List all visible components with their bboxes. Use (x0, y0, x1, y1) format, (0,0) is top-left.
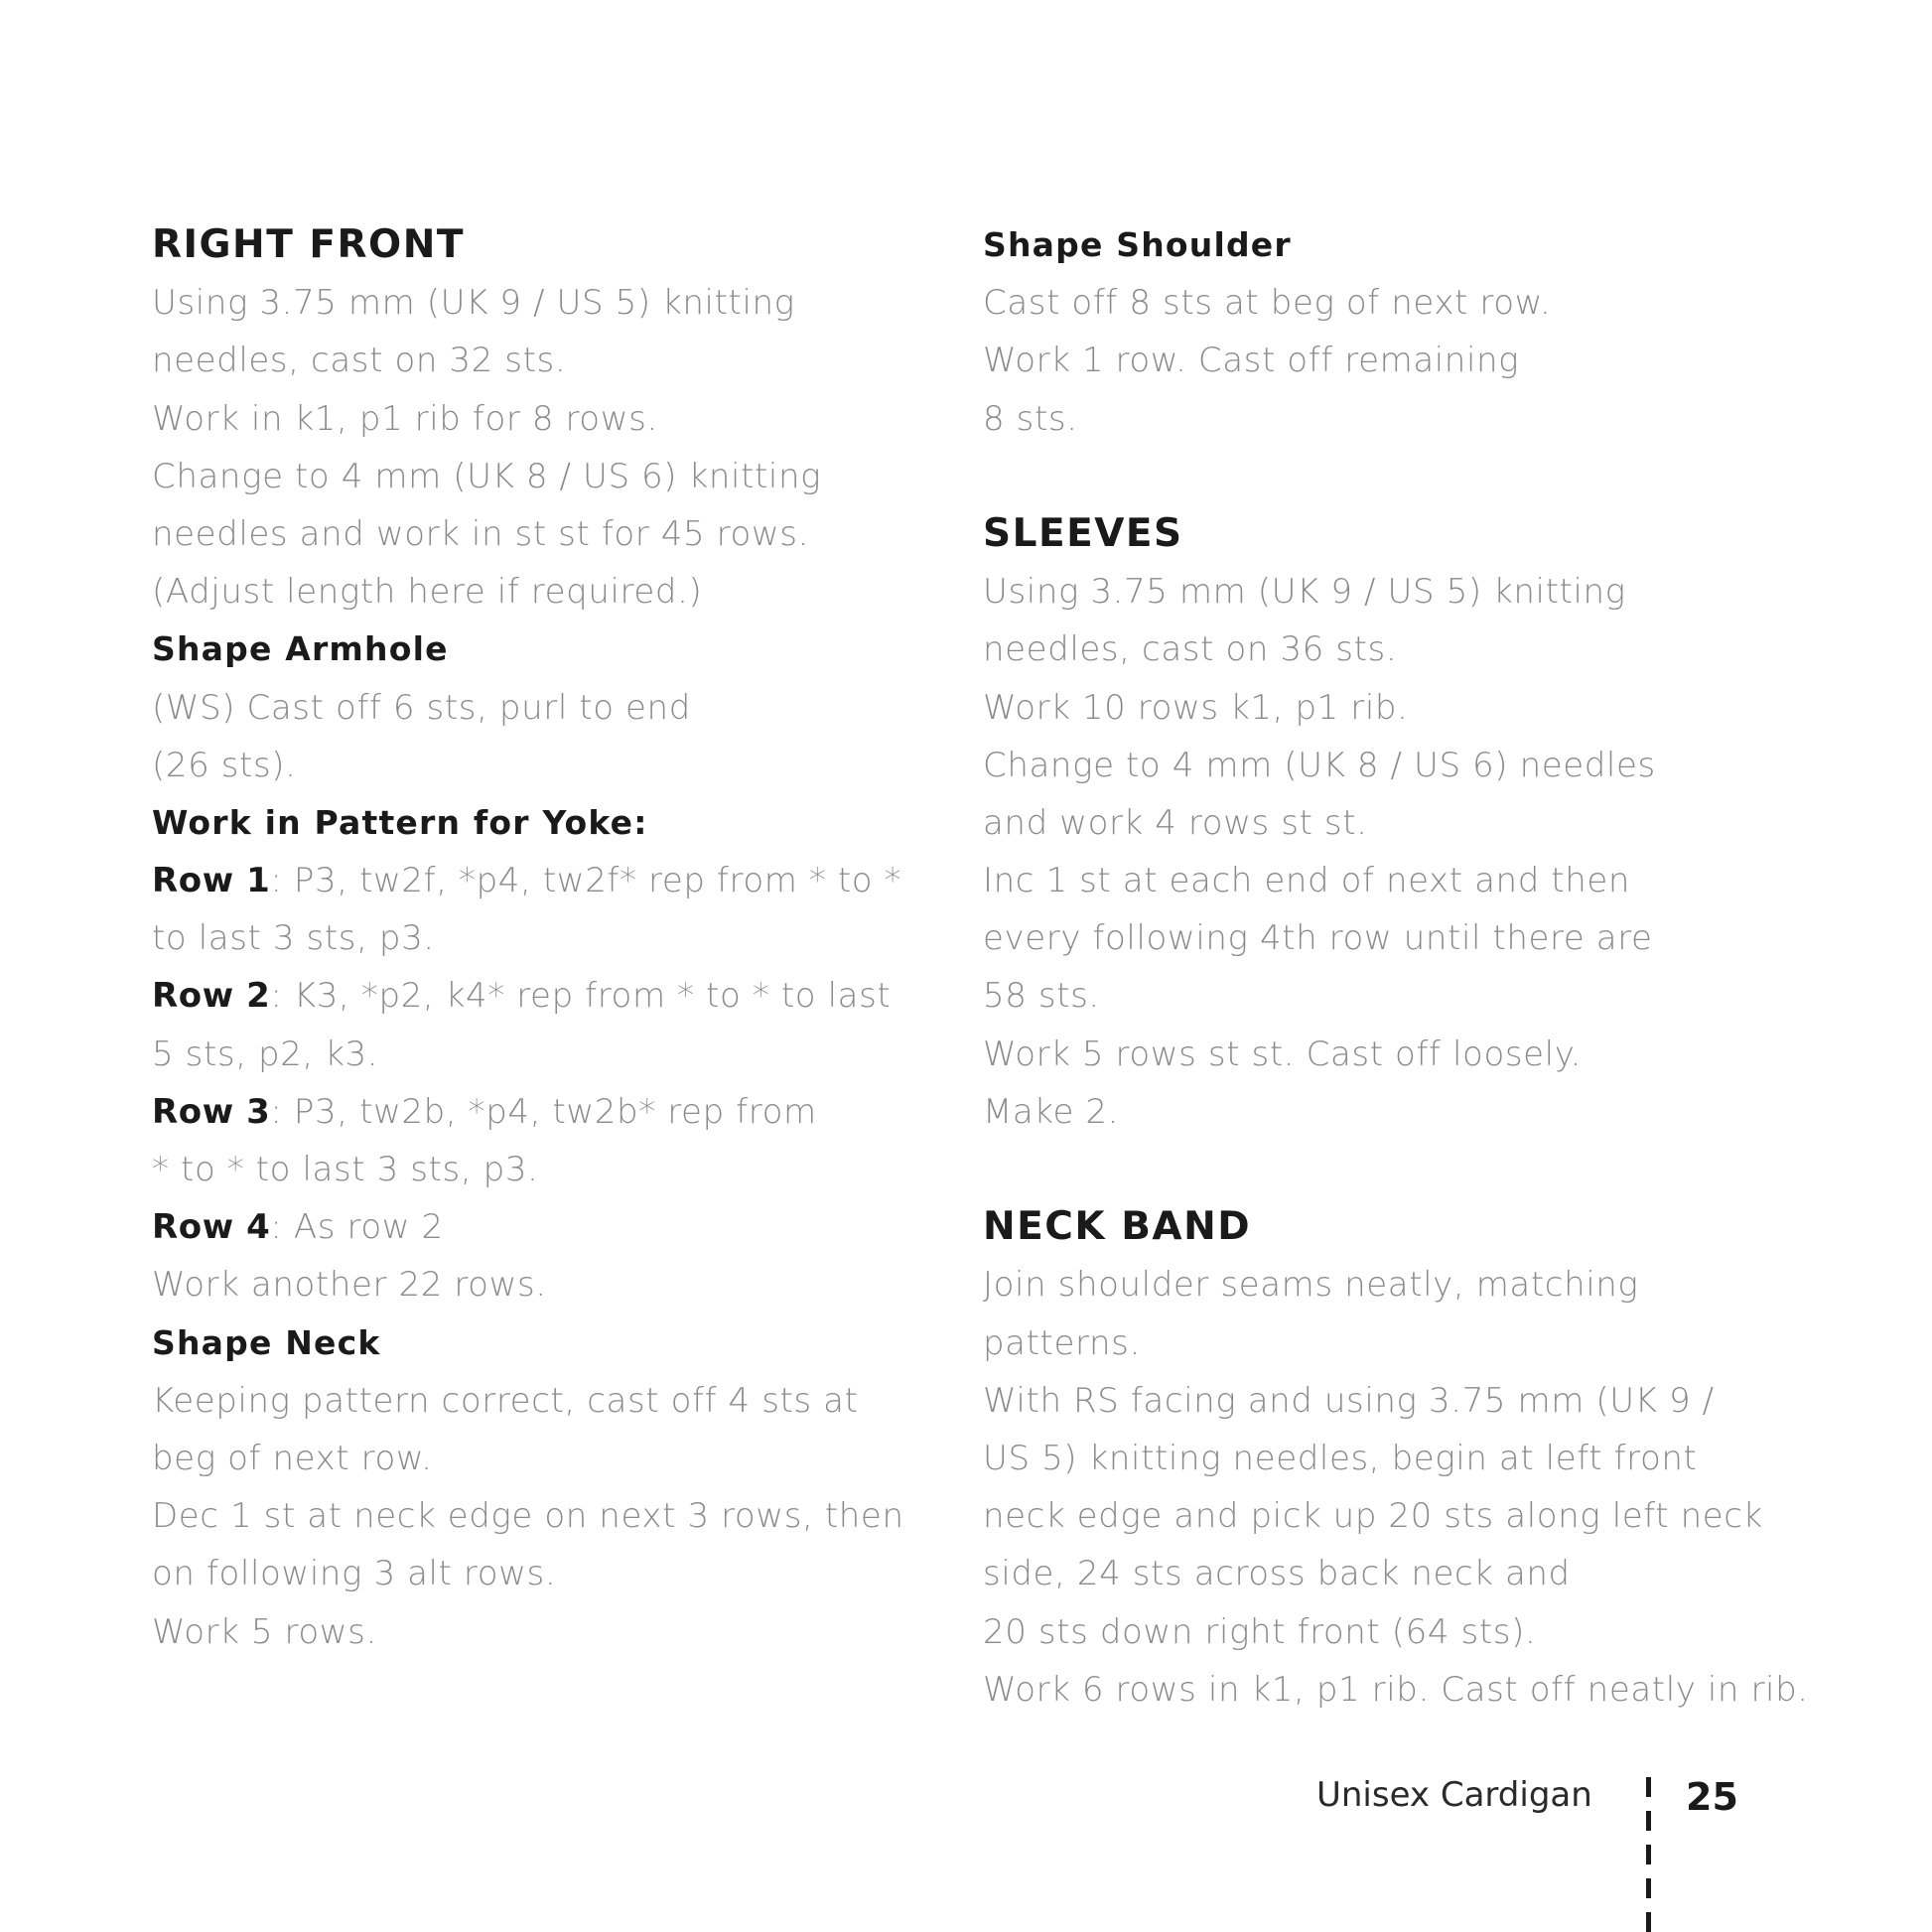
instruction-line: Join shoulder seams neatly, matching (983, 1265, 1639, 1306)
row-text: : P3, tw2f, *p4, tw2f* rep from * to * (270, 861, 902, 901)
instruction-line: and work 4 rows st st. (983, 802, 1368, 843)
instruction-line: Work another 22 rows. (152, 1265, 547, 1306)
row-text: : P3, tw2b, *p4, tw2b* rep from (270, 1091, 817, 1132)
instruction-line: Cast off 8 sts at beg of next row. (983, 283, 1552, 324)
row-label: Row 2 (152, 976, 271, 1017)
instruction-line: beg of next row. (152, 1438, 433, 1478)
section-heading-right-front: RIGHT FRONT (152, 222, 465, 267)
row-text: : As row 2 (270, 1207, 444, 1248)
instruction-line: With RS facing and using 3.75 mm (UK 9 / (983, 1380, 1715, 1421)
footer-dashed-divider (1646, 1777, 1651, 1932)
page-number: 25 (1686, 1775, 1738, 1819)
instruction-line: needles, cast on 32 sts. (152, 341, 567, 381)
instruction-line: needles and work in st st for 45 rows. (152, 513, 810, 554)
pattern-row-2-continued: 5 sts, p2, k3. (152, 1034, 379, 1074)
instruction-line: Using 3.75 mm (UK 9 / US 5) knitting (983, 572, 1626, 613)
instruction-line: every following 4th row until there are (983, 918, 1653, 959)
subheading-shape-neck: Shape Neck (152, 1322, 381, 1362)
instruction-line: needles, cast on 36 sts. (983, 629, 1398, 670)
pattern-row-2 (152, 967, 926, 1025)
row-text: : K3, *p2, k4* rep from * to * to last (270, 976, 892, 1017)
row-label: Row 1 (152, 861, 271, 901)
section-heading-neck-band: NECK BAND (983, 1204, 1252, 1250)
row-label: Row 4 (152, 1207, 271, 1248)
subheading-yoke-pattern: Work in Pattern for Yoke: (152, 802, 648, 842)
instruction-line: US 5) knitting needles, begin at left front (983, 1438, 1698, 1478)
instruction-line: Work 10 rows k1, p1 rib. (983, 687, 1409, 728)
pattern-row-4 (152, 1198, 926, 1256)
instruction-line: Change to 4 mm (UK 8 / US 6) knitting (152, 456, 822, 496)
subheading-shape-shoulder: Shape Shoulder (983, 225, 1292, 264)
instruction-line: Inc 1 st at each end of next and then (983, 861, 1631, 901)
instruction-line: Make 2. (983, 1091, 1120, 1132)
instruction-line: Work 6 rows in k1, p1 rib. Cast off neatly in rib. (983, 1669, 1809, 1710)
instruction-line: Using 3.75 mm (UK 9 / US 5) knitting (152, 283, 795, 324)
pattern-row-1 (152, 852, 926, 909)
instruction-line: 58 sts. (983, 976, 1100, 1017)
instruction-line: Change to 4 mm (UK 8 / US 6) needles (983, 745, 1656, 785)
section-heading-sleeves: SLEEVES (983, 510, 1183, 556)
footer-pattern-title: Unisex Cardigan (1316, 1775, 1592, 1815)
instruction-line: 20 sts down right front (64 sts). (983, 1611, 1537, 1652)
instruction-line: (Adjust length here if required.) (152, 572, 703, 613)
instruction-line: neck edge and pick up 20 sts along left neck (983, 1496, 1763, 1537)
instruction-line: Dec 1 st at neck edge on next 3 rows, then (152, 1496, 904, 1537)
instruction-line: Work 5 rows st st. Cast off loosely. (983, 1034, 1583, 1074)
section-spacer (983, 1141, 1777, 1198)
instruction-line: (WS) Cast off 6 sts, purl to end (152, 687, 691, 728)
left-column (152, 216, 926, 1661)
section-spacer (983, 448, 1777, 505)
instruction-line: Keeping pattern correct, cast off 4 sts at (152, 1380, 859, 1421)
instruction-line: (26 sts). (152, 745, 297, 785)
row-label: Row 3 (152, 1091, 271, 1132)
instruction-line: Work 5 rows. (152, 1611, 377, 1652)
right-column (983, 216, 1809, 1719)
instruction-line: Work 1 row. Cast off remaining (983, 341, 1520, 381)
pattern-row-1-continued: to last 3 sts, p3. (152, 918, 435, 959)
instruction-line: on following 3 alt rows. (152, 1554, 557, 1594)
instruction-line: patterns. (983, 1322, 1141, 1363)
subheading-shape-armhole: Shape Armhole (152, 629, 449, 669)
instruction-line: side, 24 sts across back neck and (983, 1554, 1571, 1594)
instruction-line: Work in k1, p1 rib for 8 rows. (152, 398, 658, 439)
pattern-row-3 (152, 1083, 926, 1141)
pattern-row-3-continued: * to * to last 3 sts, p3. (152, 1150, 539, 1189)
instruction-line: 8 sts. (983, 398, 1078, 439)
